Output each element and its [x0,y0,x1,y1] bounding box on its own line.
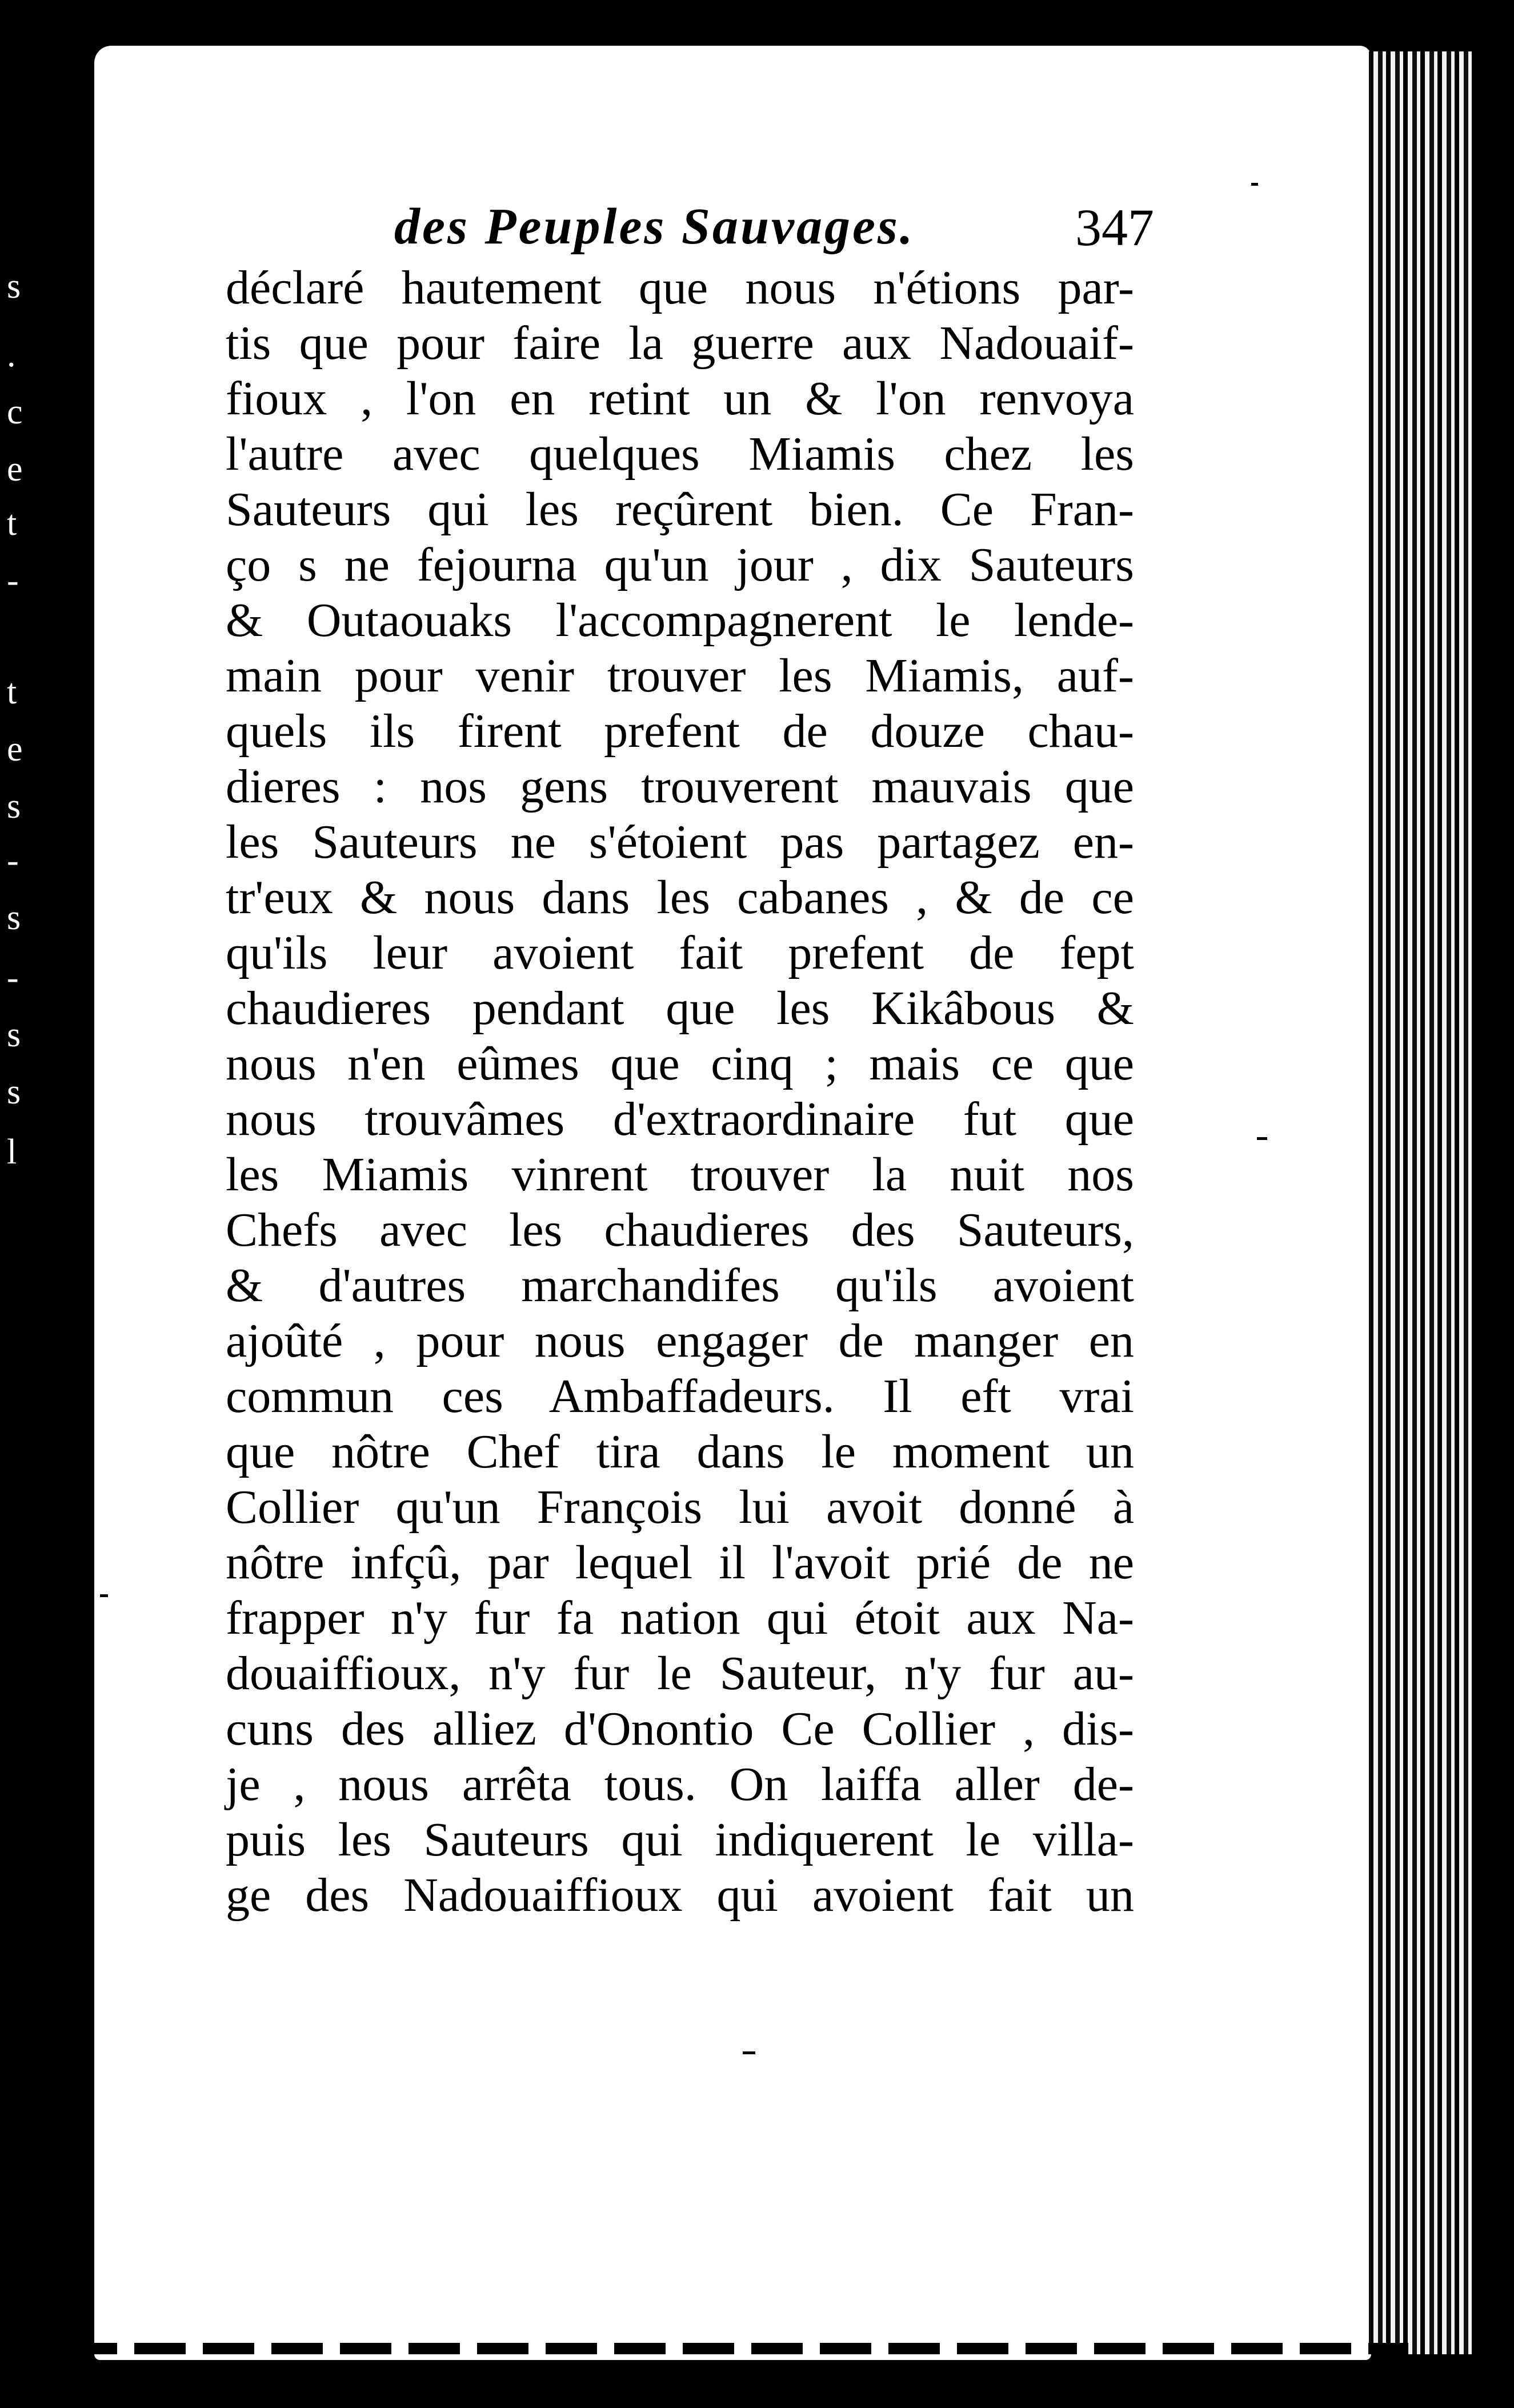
text-line: douaiffioux, n'y fur le Sauteur, n'y fur au- [226,1647,1134,1700]
text-line: les Miamis vinrent trouver la nuit nos [226,1148,1134,1201]
page-header [320,197,1154,260]
left-margin-letter: l [7,1133,17,1171]
text-line: frapper n'y fur fa nation qui étoit aux Na- [226,1591,1134,1645]
text-line: puis les Sauteurs qui indiquerent le villa- [226,1813,1134,1866]
left-margin-letter: s [7,898,21,937]
page-edge-stack [1365,51,1474,2354]
left-margin-letter: - [7,561,19,600]
left-margin-letter: s [7,1015,21,1054]
left-margin-letter: s [7,267,21,306]
text-line: & Outaouaks l'accompagnerent le lende- [226,594,1134,647]
text-line: déclaré hautement que nous n'étions par- [226,261,1134,314]
text-line: main pour venir trouver les Miamis, auf- [226,649,1134,702]
text-line: ajoûté , pour nous engager de manger en [226,1314,1134,1367]
text-line: commun ces Ambaffadeurs. Il eft vrai [226,1370,1134,1423]
left-margin-letter: s [7,1073,21,1111]
text-line: cuns des alliez d'Onontio Ce Collier , dis- [226,1702,1134,1755]
text-line: Sauteurs qui les reçûrent bien. Ce Fran- [226,483,1134,536]
text-line: que nôtre Chef tira dans le moment un [226,1425,1134,1478]
text-line: ge des Nadouaiffioux qui avoient fait un [226,1869,1134,1922]
left-margin-letter: t [7,504,17,543]
text-line: tis que pour faire la guerre aux Nadouaif- [226,317,1134,370]
text-line: dieres : nos gens trouverent mauvais que [226,760,1134,813]
left-margin-letter: - [7,841,19,880]
page-bottom-edge [94,2343,1408,2354]
scan-speck [1257,1137,1267,1140]
text-line: & d'autres marchandifes qu'ils avoient [226,1259,1134,1312]
text-line: quels ils firent prefent de douze chau- [226,705,1134,758]
text-line: les Sauteurs ne s'étoient pas partagez en- [226,815,1134,869]
running-title: des Peuples Sauvages. [394,198,915,255]
left-margin-letter: s [7,787,21,826]
left-margin-letter: e [7,730,23,769]
text-line: je , nous arrêta tous. On laiffa aller de- [226,1758,1134,1811]
left-margin-letter: e [7,450,23,489]
body-text [226,260,1134,1923]
text-line: ço s ne fejourna qu'un jour , dix Sauteurs [226,538,1134,591]
text-line: nôtre infçû, par lequel il l'avoit prié de ne [226,1536,1134,1589]
text-line: tr'eux & nous dans les cabanes , & de ce [226,871,1134,924]
left-margin-letter: t [7,673,17,711]
scan-speck [100,1594,108,1597]
text-line: l'autre avec quelques Miamis chez les [226,427,1134,481]
text-line: Collier qu'un François lui avoit donné à [226,1481,1134,1534]
scan-speck [743,2051,755,2054]
text-line: Chefs avec les chaudieres des Sauteurs, [226,1203,1134,1257]
left-page-strip [0,0,86,2408]
scan-border-right [1474,0,1514,2408]
page-number: 347 [1075,198,1154,257]
text-line: nous n'en eûmes que cinq ; mais ce que [226,1037,1134,1090]
text-line: fioux , l'on en retint un & l'on renvoya [226,372,1134,425]
left-margin-letter: . [7,335,16,374]
scan-speck [1251,183,1258,186]
left-margin-letter: - [7,958,19,997]
text-line: qu'ils leur avoient fait prefent de fept [226,926,1134,979]
left-margin-letter: c [7,393,23,431]
text-line: nous trouvâmes d'extraordinaire fut que [226,1093,1134,1146]
text-line: chaudieres pendant que les Kikâbous & [226,982,1134,1035]
